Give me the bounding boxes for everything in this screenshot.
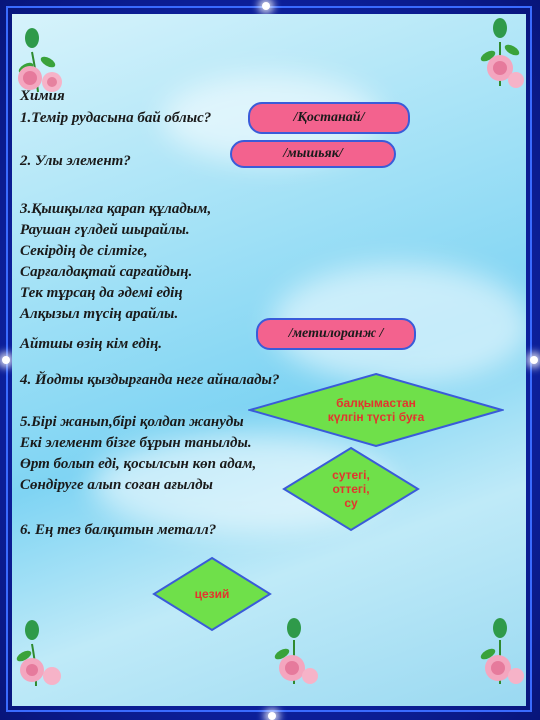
rose-icon: [268, 614, 322, 686]
rose-icon: [12, 616, 66, 688]
answer-3-pill[interactable]: /метилоранж /: [256, 318, 416, 350]
question-3-line: 3.Қышқылға қарап құладым,: [20, 201, 212, 217]
sparkle-icon: [262, 2, 270, 10]
sparkle-icon: [2, 356, 10, 364]
answer-6-text: цезий: [194, 587, 230, 601]
answer-5-label: [282, 446, 420, 532]
rose-icon: [474, 614, 526, 686]
question-3-line: Алқызыл түсің арайлы.: [20, 306, 179, 322]
answer-5-diamond[interactable]: [282, 446, 420, 532]
question-3-line: Айтшы өзің кім едің.: [20, 336, 163, 352]
answer-4-line: балқымастан: [336, 396, 416, 410]
answer-5-line: су: [344, 496, 358, 510]
rose-icon: [12, 22, 66, 94]
slide-title: Химия: [20, 88, 65, 104]
question-2: 2. Улы элемент?: [20, 153, 131, 169]
answer-4-label: [248, 372, 504, 448]
question-5-line: Сөндіруге алып соған ағылды: [20, 477, 213, 493]
content-panel: [12, 14, 526, 706]
question-3-line: Секірдің де сілтіге,: [20, 243, 148, 259]
question-5-line: Өрт болып еді, қосылсын көп адам,: [20, 456, 257, 472]
question-5-line: 5.Бірі жанып,бірі қолдап жануды: [20, 414, 244, 430]
question-3-line: Сарғалдақтай сарғайдың.: [20, 264, 193, 280]
answer-2-pill[interactable]: /мышьяк/: [230, 140, 396, 168]
question-6: 6. Ең тез балқитын металл?: [20, 522, 217, 538]
answer-4-line: күлгін түсті буға: [327, 410, 425, 424]
question-3-line: Раушан гүлдей шырайлы.: [20, 222, 190, 238]
answer-1-pill[interactable]: /Қостанай/: [248, 102, 410, 134]
sparkle-icon: [530, 356, 538, 364]
rose-icon: [474, 16, 526, 88]
answer-6-diamond[interactable]: [152, 556, 272, 632]
question-5-line: Екі элемент бізге бұрын танылды.: [20, 435, 252, 451]
question-3-line: Тек тұрсаң да әдемі едің: [20, 285, 183, 301]
answer-6-label: [152, 556, 272, 632]
answer-5-line: сутегі,: [332, 468, 370, 482]
answer-5-line: оттегі,: [332, 482, 370, 496]
question-4: 4. Йодты қыздырғанда неге айналады?: [20, 372, 280, 388]
answer-4-diamond[interactable]: [248, 372, 504, 448]
question-1: 1.Темір рудасына бай облыс?: [20, 110, 212, 126]
sparkle-icon: [268, 712, 276, 720]
